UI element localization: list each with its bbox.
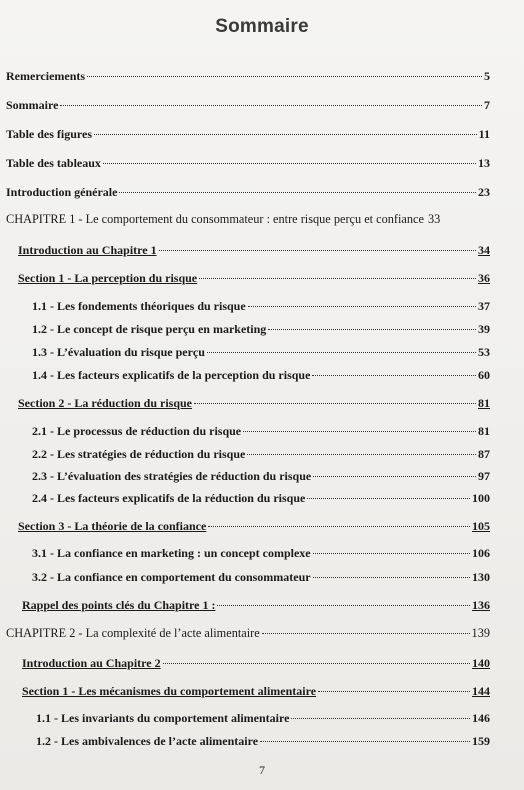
toc-entry-label: Section 1 - Les mécanismes du comportement alimentaire: [22, 684, 317, 698]
toc-entry[interactable]: [32, 299, 490, 313]
dot-leader: [313, 577, 470, 578]
dot-leader: [313, 476, 476, 477]
dot-leader: [217, 605, 470, 606]
toc-entry-page: 34: [478, 243, 490, 257]
dot-leader: [163, 663, 470, 664]
dot-leader: [208, 526, 470, 527]
toc-entry-page: 106: [472, 546, 490, 560]
toc-entry-label: Remerciements: [6, 69, 86, 83]
toc-entry-page: 140: [472, 656, 490, 670]
toc-entry-label: 1.3 - L’évaluation du risque perçu: [32, 345, 205, 359]
toc-entry-label: 3.2 - La confiance en comportement du consommateur: [32, 570, 311, 584]
dot-leader: [313, 553, 470, 554]
dot-leader: [262, 633, 470, 634]
dot-leader: [119, 192, 476, 193]
toc-entry-label: Rappel des points clés du Chapitre 1 :: [22, 598, 216, 612]
toc-entry[interactable]: [22, 684, 490, 698]
dot-leader: [307, 498, 470, 499]
dot-leader: [291, 718, 470, 719]
toc-entry[interactable]: [22, 656, 490, 670]
toc-entry-label: Introduction au Chapitre 1: [18, 243, 157, 257]
dot-leader: [194, 403, 476, 404]
toc-entry-label: Section 3 - La théorie de la confiance: [18, 519, 207, 533]
toc-entry[interactable]: [32, 491, 490, 505]
toc-entry-page: 146: [472, 711, 490, 725]
toc-entry[interactable]: [6, 185, 490, 199]
toc-entry-label: CHAPITRE 2 - La complexité de l’acte alimentaire: [6, 626, 260, 640]
dot-leader: [243, 431, 476, 432]
toc-entry-page: 81: [478, 396, 490, 410]
toc-entry[interactable]: [32, 322, 490, 336]
toc-entry-page: 33: [427, 212, 441, 226]
toc-entry[interactable]: [18, 396, 490, 410]
toc-entry[interactable]: [18, 243, 490, 257]
toc-entry[interactable]: [32, 368, 490, 382]
dot-leader: [87, 76, 482, 77]
toc-entry[interactable]: [6, 98, 490, 112]
toc-entry-label: 1.2 - Le concept de risque perçu en marketing: [32, 322, 267, 336]
toc-entry-page: 13: [478, 156, 490, 170]
dot-leader: [60, 105, 482, 106]
toc-entry-label: Section 1 - La perception du risque: [18, 271, 198, 285]
toc-entry-label: Table des figures: [6, 127, 93, 141]
page-number: 7: [259, 763, 265, 777]
toc-entry[interactable]: [18, 271, 490, 285]
toc-entry[interactable]: [22, 598, 490, 612]
toc-entry-page: 53: [478, 345, 490, 359]
dot-leader: [312, 375, 476, 376]
dot-leader: [159, 250, 476, 251]
toc-entry-label: 2.1 - Le processus de réduction du risque: [32, 424, 242, 438]
dot-leader: [199, 278, 476, 279]
toc-entry-label: Sommaire: [6, 98, 59, 112]
toc-entry-label: 2.3 - L’évaluation des stratégies de réduction du risque: [32, 469, 312, 483]
toc-entry-page: 136: [472, 598, 490, 612]
toc-entry[interactable]: [32, 424, 490, 438]
toc-entry-page: 130: [472, 570, 490, 584]
toc-entry-page: 5: [484, 69, 490, 83]
toc-entry[interactable]: [6, 69, 490, 83]
dot-leader: [318, 691, 470, 692]
toc-entry[interactable]: [32, 546, 490, 560]
toc-entry-page: 87: [478, 447, 490, 461]
toc-entry-page: 159: [472, 734, 490, 748]
toc-entry-page: 105: [472, 519, 490, 533]
toc-entry-label: CHAPITRE 1 - Le comportement du consommateur : entre risque perçu et confiance: [6, 212, 424, 226]
dot-leader: [247, 454, 476, 455]
toc-entry-page: 144: [472, 684, 490, 698]
page-title: Sommaire: [215, 16, 309, 37]
toc-entry[interactable]: [32, 345, 490, 359]
dot-leader: [94, 134, 477, 135]
toc-entry[interactable]: [6, 127, 490, 141]
toc-entry-label: 3.1 - La confiance en marketing : un concept complexe: [32, 546, 311, 560]
toc-entry[interactable]: [18, 519, 490, 533]
toc-entry-page: 37: [478, 299, 490, 313]
toc-entry-page: 139: [471, 626, 490, 640]
toc-entry[interactable]: [32, 469, 490, 483]
toc-entry-page: 7: [484, 98, 490, 112]
toc-entry-page: 23: [478, 185, 490, 199]
dot-leader: [207, 352, 476, 353]
toc-entry-label: Table des tableaux: [6, 156, 101, 170]
dot-leader: [260, 741, 470, 742]
toc-chapter-entry[interactable]: [6, 626, 490, 640]
toc-entry-page: 81: [478, 424, 490, 438]
toc-entry-label: 1.1 - Les invariants du comportement alimentaire: [36, 711, 290, 725]
toc-entry-page: 39: [478, 322, 490, 336]
toc-entry[interactable]: [36, 711, 490, 725]
toc-entry-label: 2.4 - Les facteurs explicatifs de la réduction du risque: [32, 491, 306, 505]
toc-entry[interactable]: [6, 156, 490, 170]
toc-entry-label: 1.2 - Les ambivalences de l’acte alimentaire: [36, 734, 259, 748]
dot-leader: [268, 329, 476, 330]
toc-entry-label: Section 2 - La réduction du risque: [18, 396, 193, 410]
toc-entry[interactable]: [32, 570, 490, 584]
toc-entry-label: Introduction au Chapitre 2: [22, 656, 161, 670]
toc-entry-label: Introduction générale: [6, 185, 118, 199]
toc-entry-page: 60: [478, 368, 490, 382]
toc-entry-page: 97: [478, 469, 490, 483]
toc-entry-page: 11: [478, 127, 490, 141]
toc-chapter-entry[interactable]: [6, 212, 490, 226]
toc-entry-label: 1.1 - Les fondements théoriques du risque: [32, 299, 246, 313]
dot-leader: [248, 306, 476, 307]
toc-entry-label: 2.2 - Les stratégies de réduction du risque: [32, 447, 246, 461]
toc-entry[interactable]: [32, 447, 490, 461]
toc-entry-page: 36: [478, 271, 490, 285]
toc-entry-page: 100: [472, 491, 490, 505]
toc-entry[interactable]: [36, 734, 490, 748]
toc-entry-label: 1.4 - Les facteurs explicatifs de la perception du risque: [32, 368, 311, 382]
dot-leader: [103, 163, 476, 164]
